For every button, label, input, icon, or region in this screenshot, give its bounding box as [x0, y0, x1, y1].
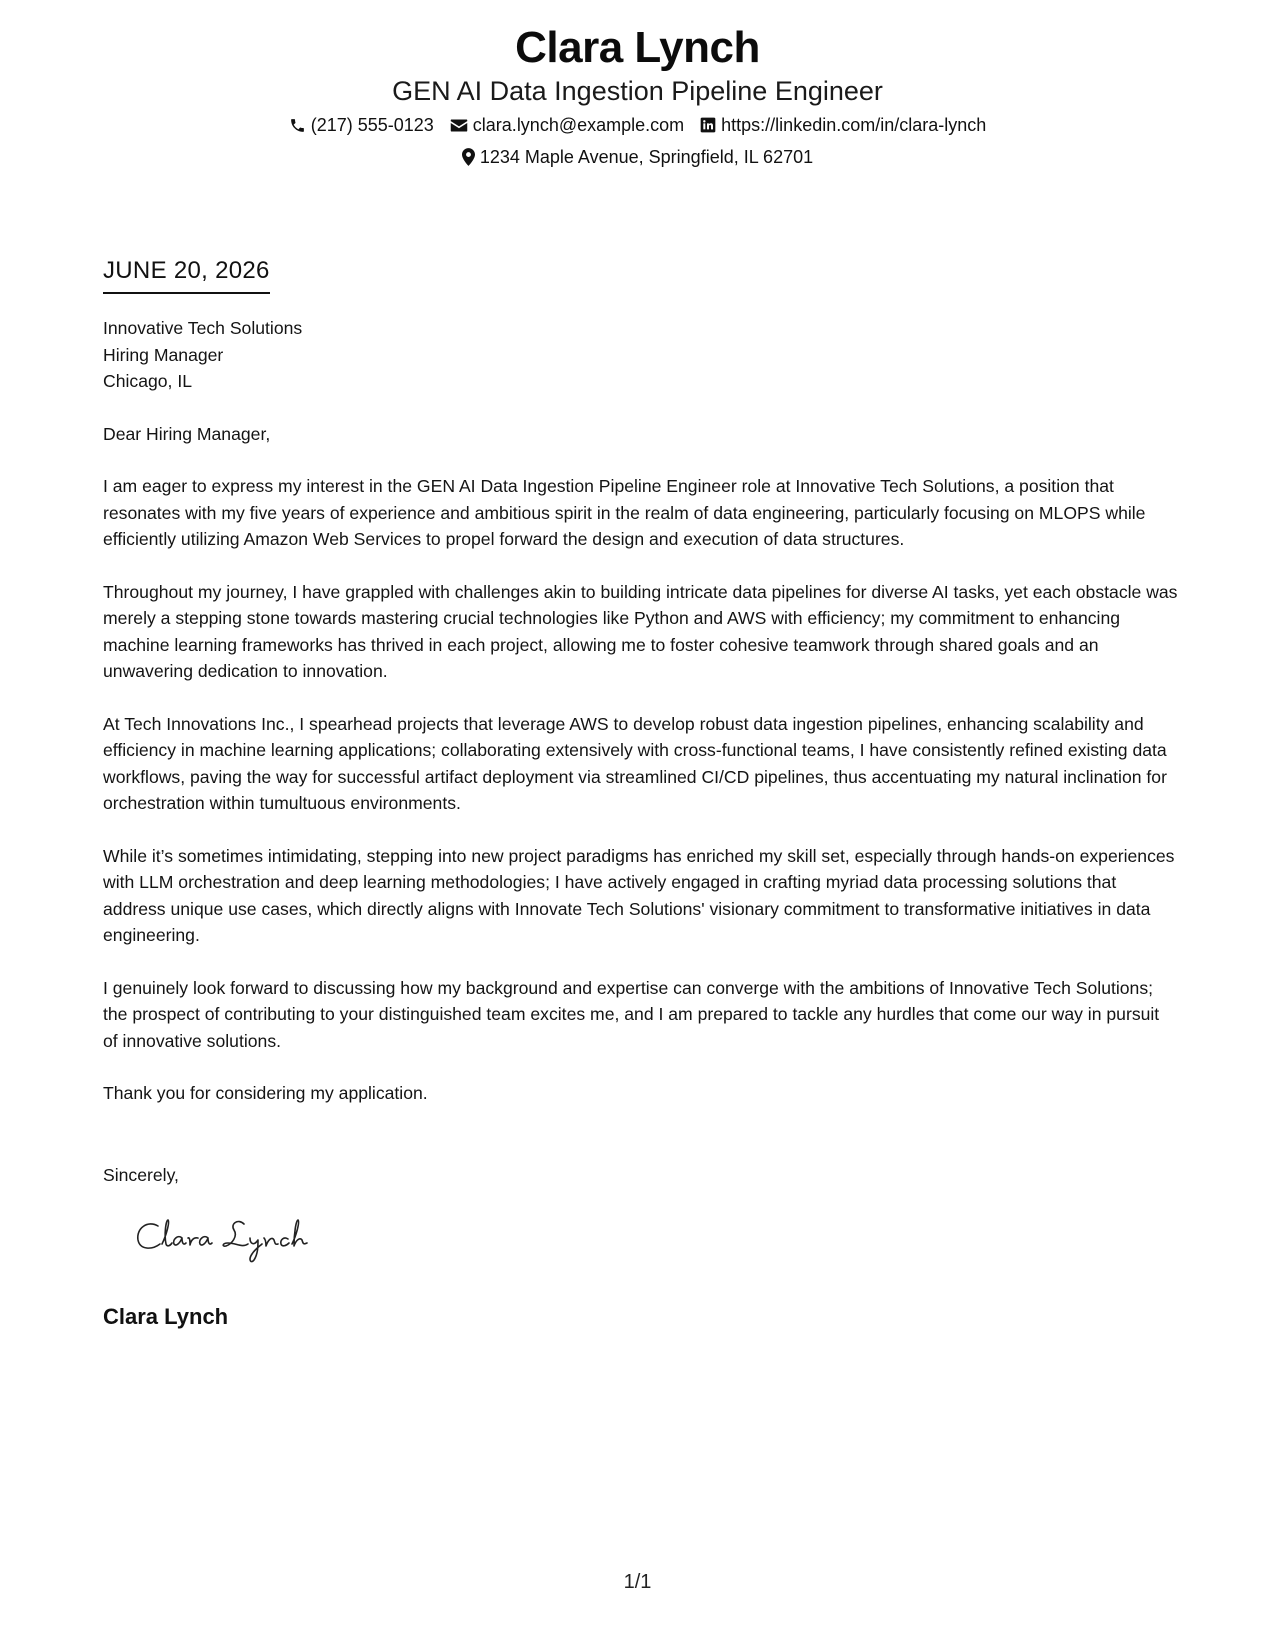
paragraph: I am eager to express my interest in the GEN AI Data Ingestion Pipeline Engineer role at Innovative Tech Solutions, a position that resonates with my five years of experience and ambitious spirit in the realm of data engineering, particularly focusing on MLOPS while efficiently utilizing Amazon Web Services to propel forward the design and execution of data structures. — [103, 476, 1146, 549]
handwritten-signature — [132, 1210, 332, 1275]
recipient-title: Hiring Manager — [103, 344, 224, 365]
recipient-company: Innovative Tech Solutions — [103, 318, 303, 338]
contact-address — [462, 146, 813, 168]
contact-linkedin — [700, 114, 986, 136]
letter-date: JUNE 20, 2026 — [103, 256, 270, 294]
signature-graphic — [132, 1210, 332, 1270]
signer-name: Clara Lynch — [103, 1304, 229, 1329]
letter-body — [103, 315, 1178, 1107]
job-title: GEN AI Data Ingestion Pipeline Engineer — [392, 76, 883, 106]
applicant-name: Clara Lynch — [515, 23, 760, 72]
linkedin-icon — [700, 117, 716, 133]
envelope-icon — [450, 118, 468, 133]
recipient-block — [103, 315, 1178, 395]
email-text: clara.lynch@example.com — [472, 115, 685, 135]
page-number: 1/1 — [623, 1571, 652, 1593]
paragraph: I genuinely look forward to discussing how my background and expertise can converge with the ambitions of Innovative Tech Solutions; the prospect of contributing to your distinguished team excites me, and I am prepared to tackle any hurdles that come our way in pursuit of innovative solutions. — [103, 977, 1160, 1051]
paragraph: At Tech Innovations Inc., I spearhead projects that leverage AWS to develop robust data ingestion pipelines, enhancing scalability and efficiency in machine learning applications; collaborating extensively with cross-functional teams, I have consistently refined existing data workflows, paving the way for successful artifact deployment via streamlined CI/CD pipelines, thus accentuating my natural inclination for orchestration within tumultuous environments. — [103, 713, 1167, 813]
phone-text: (217) 555-0123 — [310, 115, 434, 135]
contact-row — [0, 114, 1275, 136]
salutation: Dear Hiring Manager, — [103, 423, 271, 444]
contact-phone — [289, 114, 434, 136]
address-text: 1234 Maple Avenue, Springfield, IL 62701 — [479, 147, 814, 167]
letter-header — [0, 22, 1275, 168]
address-row — [0, 146, 1275, 168]
linkedin-text: https://linkedin.com/in/clara-lynch — [721, 115, 987, 135]
closing: Sincerely, — [103, 1165, 179, 1185]
phone-icon — [289, 117, 306, 134]
paragraph: Throughout my journey, I have grappled with challenges akin to building intricate data pipelines for diverse AI tasks, yet each obstacle was merely a stepping stone towards mastering crucial technologies like Python and AWS with efficiency; my commitment to enhancing machine learning frameworks has thrived in each project, allowing me to foster cohesive teamwork through shared goals and an unwavering dedication to innovation. — [103, 581, 1178, 681]
paragraph: While it’s sometimes intimidating, stepping into new project paradigms has enriched my skill set, especially through hands-on experiences with LLM orchestration and deep learning methodologies; I have actively engaged in crafting myriad data processing solutions that address unique use cases, which directly aligns with Innovate Tech Solutions' visionary commitment to transformative initiatives in data engineering. — [103, 845, 1175, 945]
recipient-location: Chicago, IL — [103, 371, 192, 391]
contact-email — [450, 114, 684, 136]
paragraph: Thank you for considering my application. — [103, 1083, 428, 1103]
map-marker-icon — [462, 148, 475, 166]
